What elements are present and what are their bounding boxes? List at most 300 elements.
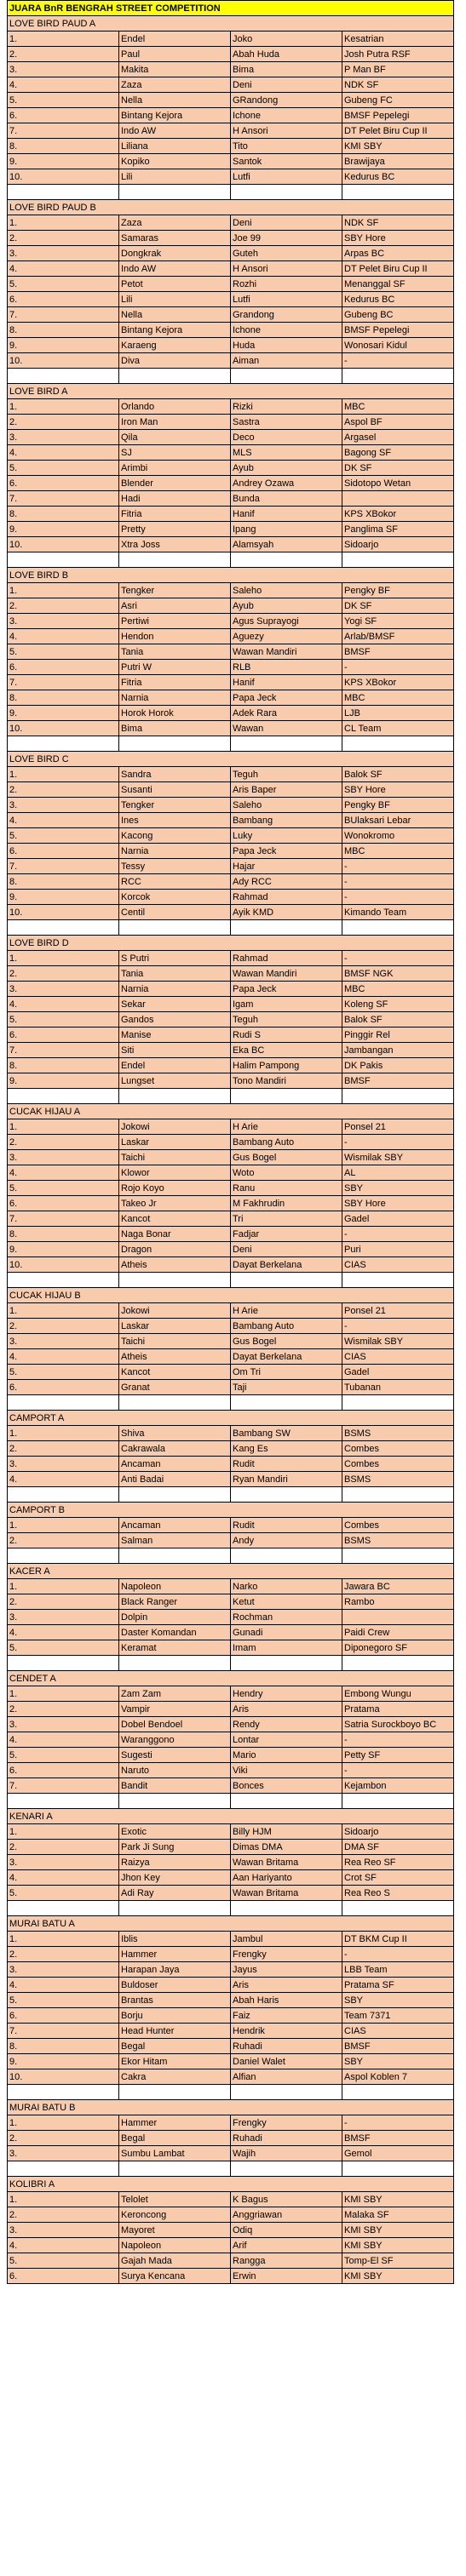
- rank-cell: 1.: [8, 399, 119, 415]
- table-row: [8, 1227, 454, 1242]
- owner-cell: Rizki: [231, 399, 342, 415]
- rank-cell: 10.: [8, 905, 119, 920]
- table-row: [8, 1135, 454, 1150]
- owner-cell: Huda: [231, 338, 342, 353]
- team-cell: SBY Hore: [342, 1196, 454, 1211]
- empty-cell: [231, 1656, 342, 1671]
- owner-cell: Dimas DMA: [231, 1840, 342, 1855]
- rank-cell: 2.: [8, 2207, 119, 2223]
- team-cell: Wismilak SBY: [342, 1334, 454, 1349]
- team-cell: Balok SF: [342, 1012, 454, 1028]
- empty-cell: [231, 369, 342, 384]
- owner-cell: H Arie: [231, 1303, 342, 1319]
- owner-cell: MLS: [231, 445, 342, 461]
- empty-cell: [231, 1089, 342, 1104]
- team-cell: Sidoarjo: [342, 537, 454, 552]
- table-row: [8, 1518, 454, 1533]
- team-cell: BMSF Pepelegi: [342, 108, 454, 123]
- team-cell: Menanggal SF: [342, 277, 454, 292]
- rank-cell: 8.: [8, 1058, 119, 1073]
- owner-cell: Dayat Berkelana: [231, 1349, 342, 1365]
- rank-cell: 3.: [8, 614, 119, 629]
- empty-cell: [342, 1548, 454, 1564]
- owner-cell: Andy: [231, 1533, 342, 1548]
- bird-name-cell: Naruto: [119, 1763, 231, 1778]
- bird-name-cell: Park Ji Sung: [119, 1840, 231, 1855]
- team-cell: Kedurus BC: [342, 169, 454, 185]
- owner-cell: GRandong: [231, 93, 342, 108]
- rank-cell: 3.: [8, 2146, 119, 2161]
- owner-cell: Arif: [231, 2238, 342, 2253]
- owner-cell: Rudit: [231, 1518, 342, 1533]
- rank-cell: 3.: [8, 430, 119, 445]
- bird-name-cell: Brantas: [119, 1993, 231, 2008]
- class-name: MURAI BATU B: [8, 2100, 454, 2115]
- team-cell: Aspol Koblen 7: [342, 2069, 454, 2085]
- owner-cell: Hanif: [231, 507, 342, 522]
- bird-name-cell: Korcok: [119, 890, 231, 905]
- rank-cell: 3.: [8, 2223, 119, 2238]
- rank-cell: 2.: [8, 231, 119, 246]
- bird-name-cell: Kancot: [119, 1211, 231, 1227]
- empty-cell: [119, 369, 231, 384]
- table-row: [8, 721, 454, 736]
- team-cell: Balok SF: [342, 767, 454, 782]
- owner-cell: Imam: [231, 1640, 342, 1656]
- rank-cell: 2.: [8, 966, 119, 982]
- team-cell: Rambo: [342, 1594, 454, 1610]
- rank-cell: 7.: [8, 1778, 119, 1794]
- table-row: [8, 844, 454, 859]
- bird-name-cell: Samaras: [119, 231, 231, 246]
- table-row: [8, 1058, 454, 1073]
- bird-name-cell: Naga Bonar: [119, 1227, 231, 1242]
- team-cell: LJB: [342, 706, 454, 721]
- team-cell: BSMS: [342, 1533, 454, 1548]
- owner-cell: Erwin: [231, 2269, 342, 2284]
- team-cell: Josh Putra RSF: [342, 47, 454, 62]
- bird-name-cell: Gajah Mada: [119, 2253, 231, 2269]
- bird-name-cell: Hammer: [119, 1947, 231, 1962]
- table-row: [8, 982, 454, 997]
- table-row: [8, 1181, 454, 1196]
- table-row: [8, 966, 454, 982]
- rank-cell: 3.: [8, 798, 119, 813]
- team-cell: Brawijaya: [342, 154, 454, 169]
- owner-cell: Wawan: [231, 721, 342, 736]
- team-cell: Rea Reo SF: [342, 1855, 454, 1870]
- team-cell: SBY Hore: [342, 231, 454, 246]
- bird-name-cell: Borju: [119, 2008, 231, 2024]
- class-name: LOVE BIRD PAUD A: [8, 16, 454, 31]
- results-table: [7, 0, 454, 2284]
- bird-name-cell: Salman: [119, 1533, 231, 1548]
- table-row: [8, 1870, 454, 1886]
- empty-cell: [342, 1794, 454, 1809]
- class-header-row: [8, 1809, 454, 1824]
- owner-cell: Bambang: [231, 813, 342, 828]
- rank-cell: 4.: [8, 1625, 119, 1640]
- table-row: [8, 169, 454, 185]
- rank-cell: 6.: [8, 108, 119, 123]
- owner-cell: Rudi S: [231, 1028, 342, 1043]
- table-row: [8, 1824, 454, 1840]
- bird-name-cell: Nella: [119, 93, 231, 108]
- bird-name-cell: Exotic: [119, 1824, 231, 1840]
- bird-name-cell: Napoleon: [119, 1579, 231, 1594]
- team-cell: KPS XBokor: [342, 507, 454, 522]
- owner-cell: Guteh: [231, 246, 342, 261]
- rank-cell: 3.: [8, 246, 119, 261]
- table-row: [8, 461, 454, 476]
- owner-cell: Joko: [231, 31, 342, 47]
- table-row: [8, 47, 454, 62]
- team-cell: Satria Surockboyo BC: [342, 1717, 454, 1732]
- empty-cell: [8, 2161, 119, 2177]
- rank-cell: 10.: [8, 721, 119, 736]
- bird-name-cell: Endel: [119, 31, 231, 47]
- table-row: [8, 706, 454, 721]
- rank-cell: 5.: [8, 1748, 119, 1763]
- team-cell: BMSF: [342, 644, 454, 660]
- team-cell: -: [342, 1947, 454, 1962]
- owner-cell: Santok: [231, 154, 342, 169]
- bird-name-cell: Lili: [119, 169, 231, 185]
- table-row: [8, 2008, 454, 2024]
- bird-name-cell: Blender: [119, 476, 231, 491]
- bird-name-cell: Harapan Jaya: [119, 1962, 231, 1978]
- spacer-row: [8, 1548, 454, 1564]
- class-name: MURAI BATU A: [8, 1916, 454, 1932]
- table-row: [8, 1028, 454, 1043]
- team-cell: KMI SBY: [342, 2269, 454, 2284]
- bird-name-cell: Putri W: [119, 660, 231, 675]
- rank-cell: 6.: [8, 660, 119, 675]
- bird-name-cell: Lungset: [119, 1073, 231, 1089]
- empty-cell: [231, 1548, 342, 1564]
- owner-cell: Lutfi: [231, 292, 342, 307]
- bird-name-cell: Orlando: [119, 399, 231, 415]
- team-cell: MBC: [342, 399, 454, 415]
- empty-cell: [119, 1089, 231, 1104]
- rank-cell: 2.: [8, 415, 119, 430]
- empty-cell: [342, 736, 454, 752]
- rank-cell: 2.: [8, 1840, 119, 1855]
- team-cell: Combes: [342, 1518, 454, 1533]
- team-cell: MBC: [342, 844, 454, 859]
- class-name: CUCAK HIJAU B: [8, 1288, 454, 1303]
- team-cell: Pinggir Rel: [342, 1028, 454, 1043]
- owner-cell: Wawan Britama: [231, 1855, 342, 1870]
- bird-name-cell: Endel: [119, 1058, 231, 1073]
- bird-name-cell: Begal: [119, 2039, 231, 2054]
- rank-cell: 4.: [8, 1472, 119, 1487]
- bird-name-cell: Head Hunter: [119, 2024, 231, 2039]
- table-row: [8, 1257, 454, 1273]
- team-cell: LBB Team: [342, 1962, 454, 1978]
- empty-cell: [231, 1794, 342, 1809]
- bird-name-cell: Zaza: [119, 215, 231, 231]
- bird-name-cell: Jokowi: [119, 1303, 231, 1319]
- bird-name-cell: Diva: [119, 353, 231, 369]
- table-row: [8, 1472, 454, 1487]
- team-cell: -: [342, 890, 454, 905]
- owner-cell: Hajar: [231, 859, 342, 874]
- empty-cell: [8, 1656, 119, 1671]
- team-cell: BMSF: [342, 1073, 454, 1089]
- owner-cell: Jayus: [231, 1962, 342, 1978]
- team-cell: Wismilak SBY: [342, 1150, 454, 1165]
- class-name: LOVE BIRD D: [8, 936, 454, 951]
- class-name: LOVE BIRD B: [8, 568, 454, 583]
- team-cell: Paidi Crew: [342, 1625, 454, 1640]
- rank-cell: 10.: [8, 2069, 119, 2085]
- team-cell: Kimando Team: [342, 905, 454, 920]
- bird-name-cell: Ancaman: [119, 1457, 231, 1472]
- owner-cell: Agus Suprayogi: [231, 614, 342, 629]
- team-cell: -: [342, 951, 454, 966]
- table-row: [8, 1855, 454, 1870]
- bird-name-cell: Dongkrak: [119, 246, 231, 261]
- bird-name-cell: Dragon: [119, 1242, 231, 1257]
- table-row: [8, 2207, 454, 2223]
- team-cell: SBY: [342, 1181, 454, 1196]
- table-row: [8, 828, 454, 844]
- results-table-body: [8, 1, 454, 2284]
- team-cell: Kejambon: [342, 1778, 454, 1794]
- bird-name-cell: Qila: [119, 430, 231, 445]
- owner-cell: Adek Rara: [231, 706, 342, 721]
- bird-name-cell: Zam Zam: [119, 1686, 231, 1702]
- owner-cell: Papa Jeck: [231, 690, 342, 706]
- owner-cell: Gunadi: [231, 1625, 342, 1640]
- table-row: [8, 491, 454, 507]
- rank-cell: 9.: [8, 154, 119, 169]
- spacer-row: [8, 552, 454, 568]
- empty-cell: [119, 1487, 231, 1503]
- team-cell: P Man BF: [342, 62, 454, 77]
- table-row: [8, 215, 454, 231]
- table-row: [8, 139, 454, 154]
- empty-cell: [231, 552, 342, 568]
- rank-cell: 1.: [8, 2192, 119, 2207]
- owner-cell: Bonces: [231, 1778, 342, 1794]
- empty-cell: [119, 1656, 231, 1671]
- spacer-row: [8, 185, 454, 200]
- empty-cell: [8, 920, 119, 936]
- table-row: [8, 1932, 454, 1947]
- team-cell: AL: [342, 1165, 454, 1181]
- owner-cell: Rochman: [231, 1610, 342, 1625]
- table-row: [8, 1732, 454, 1748]
- bird-name-cell: Siti: [119, 1043, 231, 1058]
- owner-cell: Aris: [231, 1978, 342, 1993]
- team-cell: BUlaksari Lebar: [342, 813, 454, 828]
- bird-name-cell: Sumbu Lambat: [119, 2146, 231, 2161]
- owner-cell: Grandong: [231, 307, 342, 323]
- table-row: [8, 2024, 454, 2039]
- empty-cell: [119, 1548, 231, 1564]
- team-cell: BSMS: [342, 1472, 454, 1487]
- bird-name-cell: Arimbi: [119, 461, 231, 476]
- rank-cell: 6.: [8, 292, 119, 307]
- team-cell: CL Team: [342, 721, 454, 736]
- spacer-row: [8, 1273, 454, 1288]
- team-cell: -: [342, 1763, 454, 1778]
- rank-cell: 1.: [8, 1518, 119, 1533]
- owner-cell: Frengky: [231, 1947, 342, 1962]
- table-row: [8, 1242, 454, 1257]
- class-header-row: [8, 2100, 454, 2115]
- rank-cell: 9.: [8, 1073, 119, 1089]
- bird-name-cell: Jhon Key: [119, 1870, 231, 1886]
- bird-name-cell: RCC: [119, 874, 231, 890]
- table-row: [8, 1043, 454, 1058]
- table-row: [8, 1380, 454, 1395]
- table-row: [8, 1610, 454, 1625]
- table-row: [8, 798, 454, 813]
- owner-cell: Sastra: [231, 415, 342, 430]
- table-row: [8, 1150, 454, 1165]
- owner-cell: Abah Huda: [231, 47, 342, 62]
- table-row: [8, 31, 454, 47]
- bird-name-cell: Indo AW: [119, 123, 231, 139]
- table-row: [8, 1457, 454, 1472]
- owner-cell: Bambang Auto: [231, 1135, 342, 1150]
- owner-cell: Gus Bogel: [231, 1150, 342, 1165]
- rank-cell: 4.: [8, 997, 119, 1012]
- class-header-row: [8, 568, 454, 583]
- rank-cell: 2.: [8, 1135, 119, 1150]
- table-row: [8, 62, 454, 77]
- bird-name-cell: Sandra: [119, 767, 231, 782]
- page-title: JUARA BnR BENGRAH STREET COMPETITION: [8, 1, 454, 16]
- class-header-row: [8, 1288, 454, 1303]
- rank-cell: 2.: [8, 1947, 119, 1962]
- bird-name-cell: Tania: [119, 966, 231, 982]
- team-cell: Gemol: [342, 2146, 454, 2161]
- class-name: KACER A: [8, 1564, 454, 1579]
- team-cell: Gubeng FC: [342, 93, 454, 108]
- rank-cell: 4.: [8, 2238, 119, 2253]
- team-cell: Jawara BC: [342, 1579, 454, 1594]
- table-row: [8, 537, 454, 552]
- team-cell: Kedurus BC: [342, 292, 454, 307]
- rank-cell: 1.: [8, 1119, 119, 1135]
- table-row: [8, 338, 454, 353]
- class-header-row: [8, 936, 454, 951]
- rank-cell: 5.: [8, 461, 119, 476]
- rank-cell: 4.: [8, 1978, 119, 1993]
- team-cell: [342, 1610, 454, 1625]
- bird-name-cell: S Putri: [119, 951, 231, 966]
- rank-cell: 1.: [8, 1303, 119, 1319]
- owner-cell: Ichone: [231, 323, 342, 338]
- spacer-row: [8, 1656, 454, 1671]
- bird-name-cell: Xtra Joss: [119, 537, 231, 552]
- table-row: [8, 1349, 454, 1365]
- owner-cell: H Arie: [231, 1119, 342, 1135]
- rank-cell: 5.: [8, 828, 119, 844]
- team-cell: DK SF: [342, 461, 454, 476]
- team-cell: Pratama SF: [342, 1978, 454, 1993]
- team-cell: -: [342, 1227, 454, 1242]
- team-cell: -: [342, 874, 454, 890]
- class-header-row: [8, 752, 454, 767]
- bird-name-cell: Buldoser: [119, 1978, 231, 1993]
- empty-cell: [8, 1794, 119, 1809]
- table-row: [8, 1441, 454, 1457]
- team-cell: Wonokromo: [342, 828, 454, 844]
- team-cell: NDK SF: [342, 77, 454, 93]
- team-cell: SBY: [342, 2054, 454, 2069]
- owner-cell: Luky: [231, 828, 342, 844]
- rank-cell: 7.: [8, 1043, 119, 1058]
- bird-name-cell: Cakrawala: [119, 1441, 231, 1457]
- empty-cell: [119, 2161, 231, 2177]
- table-row: [8, 353, 454, 369]
- bird-name-cell: Hammer: [119, 2115, 231, 2131]
- bird-name-cell: Narnia: [119, 844, 231, 859]
- bird-name-cell: Lili: [119, 292, 231, 307]
- owner-cell: Narko: [231, 1579, 342, 1594]
- team-cell: Sidotopo Wetan: [342, 476, 454, 491]
- owner-cell: Aris: [231, 1702, 342, 1717]
- table-row: [8, 598, 454, 614]
- owner-cell: Igam: [231, 997, 342, 1012]
- table-row: [8, 1319, 454, 1334]
- owner-cell: Aguezy: [231, 629, 342, 644]
- spacer-row: [8, 1794, 454, 1809]
- table-row: [8, 1947, 454, 1962]
- spacer-row: [8, 1901, 454, 1916]
- rank-cell: 6.: [8, 1028, 119, 1043]
- bird-name-cell: Gandos: [119, 1012, 231, 1028]
- team-cell: Aspol BF: [342, 415, 454, 430]
- rank-cell: 3.: [8, 1610, 119, 1625]
- team-cell: -: [342, 1732, 454, 1748]
- table-row: [8, 1717, 454, 1732]
- empty-cell: [342, 1487, 454, 1503]
- rank-cell: 6.: [8, 844, 119, 859]
- bird-name-cell: Takeo Jr: [119, 1196, 231, 1211]
- bird-name-cell: Pretty: [119, 522, 231, 537]
- table-row: [8, 1196, 454, 1211]
- table-row: [8, 1533, 454, 1548]
- spacer-row: [8, 369, 454, 384]
- team-cell: Panglima SF: [342, 522, 454, 537]
- empty-cell: [342, 1656, 454, 1671]
- team-cell: NDK SF: [342, 215, 454, 231]
- rank-cell: 9.: [8, 338, 119, 353]
- table-row: [8, 1962, 454, 1978]
- empty-cell: [342, 552, 454, 568]
- class-header-row: [8, 1671, 454, 1686]
- empty-cell: [231, 736, 342, 752]
- team-cell: Gubeng BC: [342, 307, 454, 323]
- owner-cell: Aan Hariyanto: [231, 1870, 342, 1886]
- empty-cell: [8, 1548, 119, 1564]
- empty-cell: [231, 1901, 342, 1916]
- rank-cell: 3.: [8, 1334, 119, 1349]
- rank-cell: 4.: [8, 261, 119, 277]
- table-row: [8, 323, 454, 338]
- owner-cell: Anggriawan: [231, 2207, 342, 2223]
- table-row: [8, 399, 454, 415]
- bird-name-cell: Surya Kencana: [119, 2269, 231, 2284]
- rank-cell: 1.: [8, 1932, 119, 1947]
- owner-cell: Aiman: [231, 353, 342, 369]
